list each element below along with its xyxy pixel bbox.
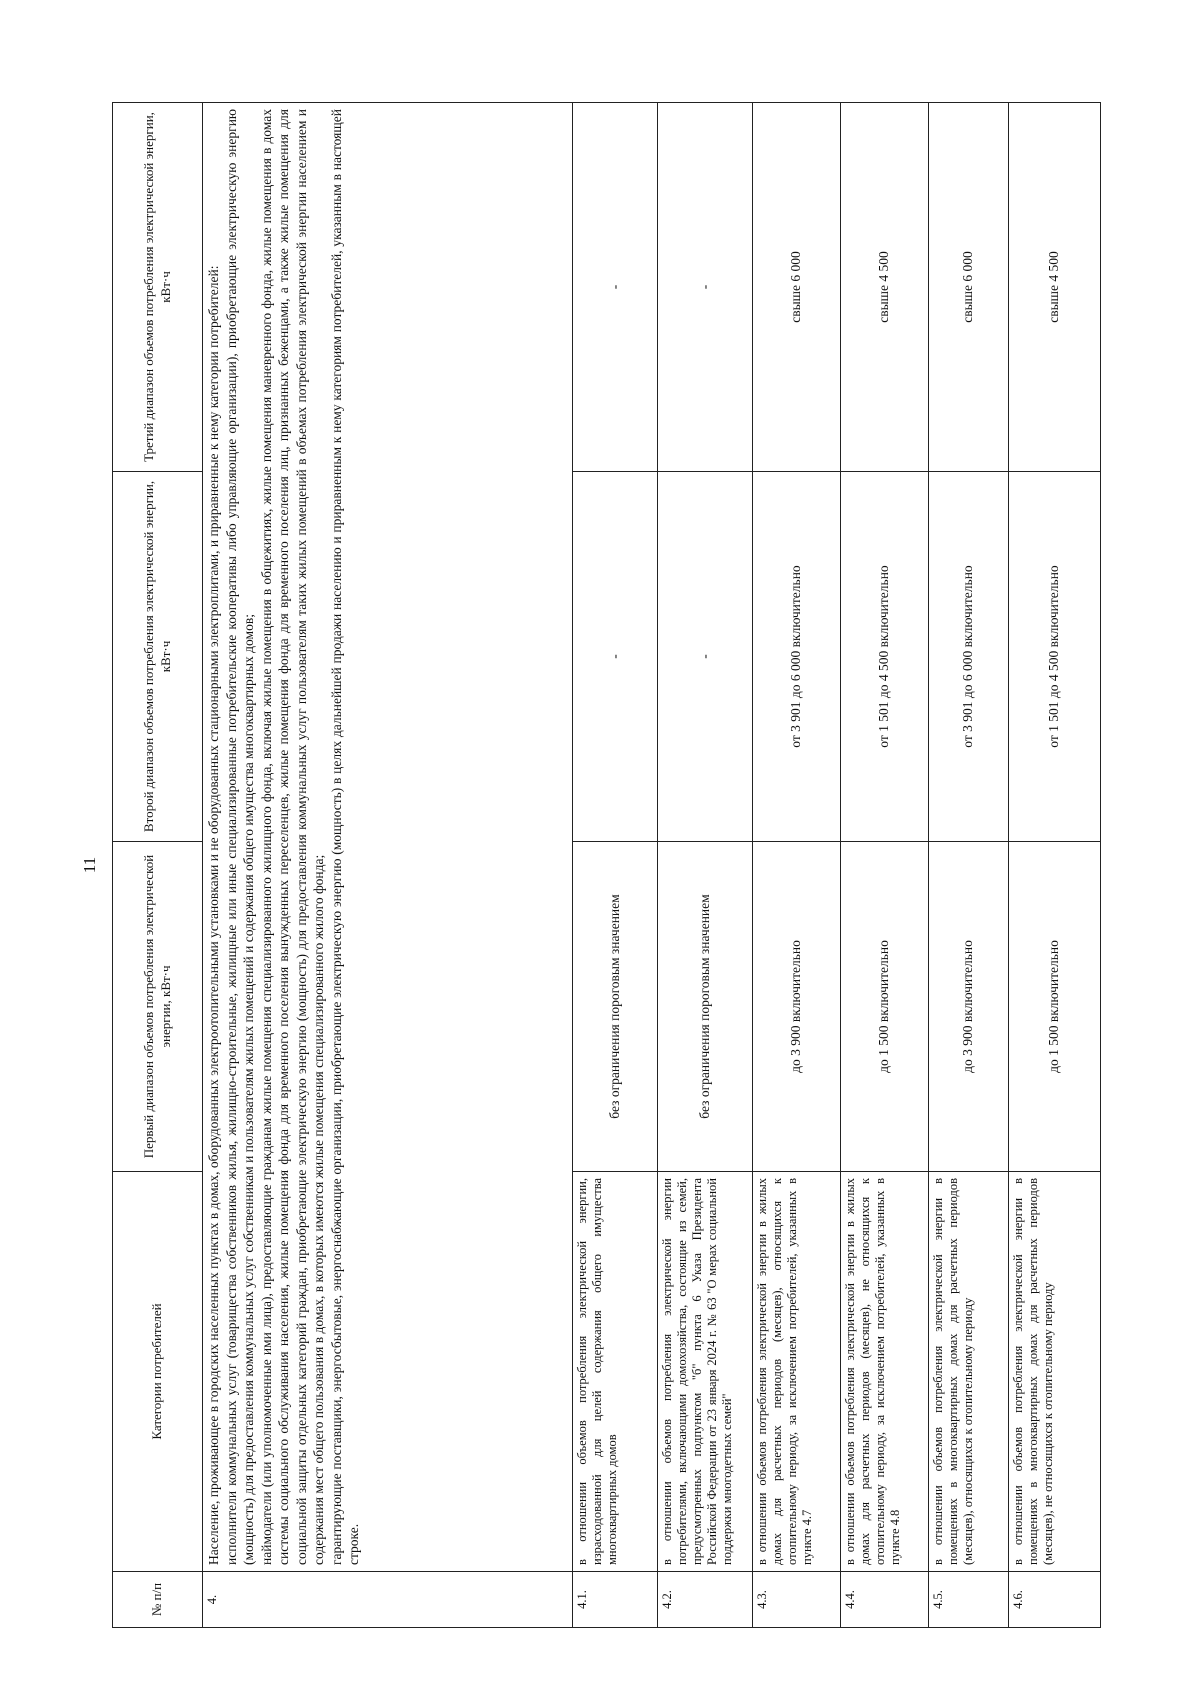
table-row (929, 103, 1009, 1628)
row-num: 4.1. (573, 1572, 658, 1628)
header-category: Категории потребителей (113, 1172, 203, 1572)
row-range-1: до 3 900 включительно (929, 842, 1009, 1172)
table-row (573, 103, 658, 1628)
row-range-3: свыше 4 500 (841, 103, 929, 472)
row-4-num: 4. (203, 1572, 573, 1628)
row-category: в отношении объемов потребления электрической энергии в помещениях в многоквартирных домах для расчетных периодов (месяцев), относящихся к отопительному периоду (929, 1172, 1009, 1572)
tariff-ranges-table (112, 102, 1101, 1628)
row-range-1: без ограничения пороговым значением (658, 842, 753, 1172)
row-num: 4.2. (658, 1572, 753, 1628)
row-num: 4.5. (929, 1572, 1009, 1628)
row-range-3: свыше 6 000 (753, 103, 841, 472)
row-num: 4.3. (753, 1572, 841, 1628)
page-number: 11 (80, 856, 99, 874)
table-header-row (113, 103, 203, 1628)
header-range-3: Третий диапазон объемов потребления электрической энергии, кВт·ч (113, 103, 203, 472)
row-category: в отношении объемов потребления электрической энергии в помещениях в многоквартирных домах для расчетных периодов (месяцев), не относящихся к отопительному периоду (1009, 1172, 1101, 1572)
row-4-paragraph: Население, проживающее в городских населенных пунктах в домах, оборудованных электроотопительными установками и не оборудованных стационарными электроплитами, и приравненные к нему категории потребителей: (206, 265, 221, 1565)
table-row (753, 103, 841, 1628)
row-category: в отношении объемов потребления электрической энергии в жилых домах для расчетных периодов (месяцев), относящихся к отопительному периоду, за исключением потребителей, указанных в пункте 4.7 (753, 1172, 841, 1572)
row-4-paragraph: исполнители коммунальных услуг (товарищества собственников жилья, жилищно-строительные, жилищные или иные специализированные потребительские кооперативы либо управляющие организации), приобретающие электрическую энергию (мощность) для предоставления коммунальных услуг собственникам и пользователям жилых помещений и содержания общего имущества многоквартирных домов; (223, 109, 257, 1565)
row-category: в отношении объемов потребления электрической энергии потребителями, включающими домохозяйства, состоящие из семей, предусмотренных подпунктом "б" пункта 6 Указа Президента Российской Федерации от 23 января 2024 г. № 63 "О мерах социальной поддержки многодетных семей" (658, 1172, 753, 1572)
row-range-3: свыше 4 500 (1009, 103, 1101, 472)
row-range-3: свыше 6 000 (929, 103, 1009, 472)
row-range-2: от 1 501 до 4 500 включительно (841, 472, 929, 842)
row-4-description (203, 103, 573, 1572)
row-category: в отношении объемов потребления электрической энергии, израсходованной для целей содержания общего имущества многоквартирных домов (573, 1172, 658, 1572)
row-category: в отношении объемов потребления электрической энергии в жилых домах для расчетных периодов (месяцев), не относящихся к отопительному периоду, за исключением потребителей, указанных в пункте 4.8 (841, 1172, 929, 1572)
rotated-page-content (112, 103, 1100, 1628)
row-range-2: от 3 901 до 6 000 включительно (753, 472, 841, 842)
row-4-paragraph: наймодатели (или уполномоченные ими лица), предоставляющие гражданам жилые помещения специализированного жилищного фонда, включая жилые помещения в общежитиях, жилые помещения маневренного фонда, жилые помещения в домах системы социального обслуживания населения, жилые помещения фонда для временного поселения вынужденных переселенцев, жилые помещения фонда для временного поселения лиц, признанных беженцами, а также жилые помещения для социальной защиты отдельных категорий граждан, приобретающие электрическую энергию (мощность) для предоставления коммунальных услуг пользователям таких жилых помещений в объемах потребления электрической энергии населением и содержания мест общего пользования в домах, в которых имеются жилые помещения специализированного жилого фонда; (258, 109, 327, 1565)
row-range-1: без ограничения пороговым значением (573, 842, 658, 1172)
row-4-paragraph: гарантирующие поставщики, энергосбытовые, энергоснабжающие организации, приобретающие электрическую энергию (мощность) в целях дальнейшей продажи населению и приравненным к нему категориям потребителей, указанным в настоящей строке. (328, 109, 362, 1565)
row-range-2: от 1 501 до 4 500 включительно (1009, 472, 1101, 842)
row-range-2: - (573, 472, 658, 842)
row-range-2: от 3 901 до 6 000 включительно (929, 472, 1009, 842)
header-range-2: Второй диапазон объемов потребления электрической энергии, кВт·ч (113, 472, 203, 842)
row-num: 4.6. (1009, 1572, 1101, 1628)
table-row (658, 103, 753, 1628)
row-num: 4.4. (841, 1572, 929, 1628)
header-num: № п/п (113, 1572, 203, 1628)
row-range-2: - (658, 472, 753, 842)
row-range-3: - (658, 103, 753, 472)
table-row (1009, 103, 1101, 1628)
table-row-4 (203, 103, 573, 1628)
row-range-3: - (573, 103, 658, 472)
row-range-1: до 1 500 включительно (1009, 842, 1101, 1172)
row-range-1: до 1 500 включительно (841, 842, 929, 1172)
row-range-1: до 3 900 включительно (753, 842, 841, 1172)
header-range-1: Первый диапазон объемов потребления электрической энергии, кВт·ч (113, 842, 203, 1172)
table-row (841, 103, 929, 1628)
